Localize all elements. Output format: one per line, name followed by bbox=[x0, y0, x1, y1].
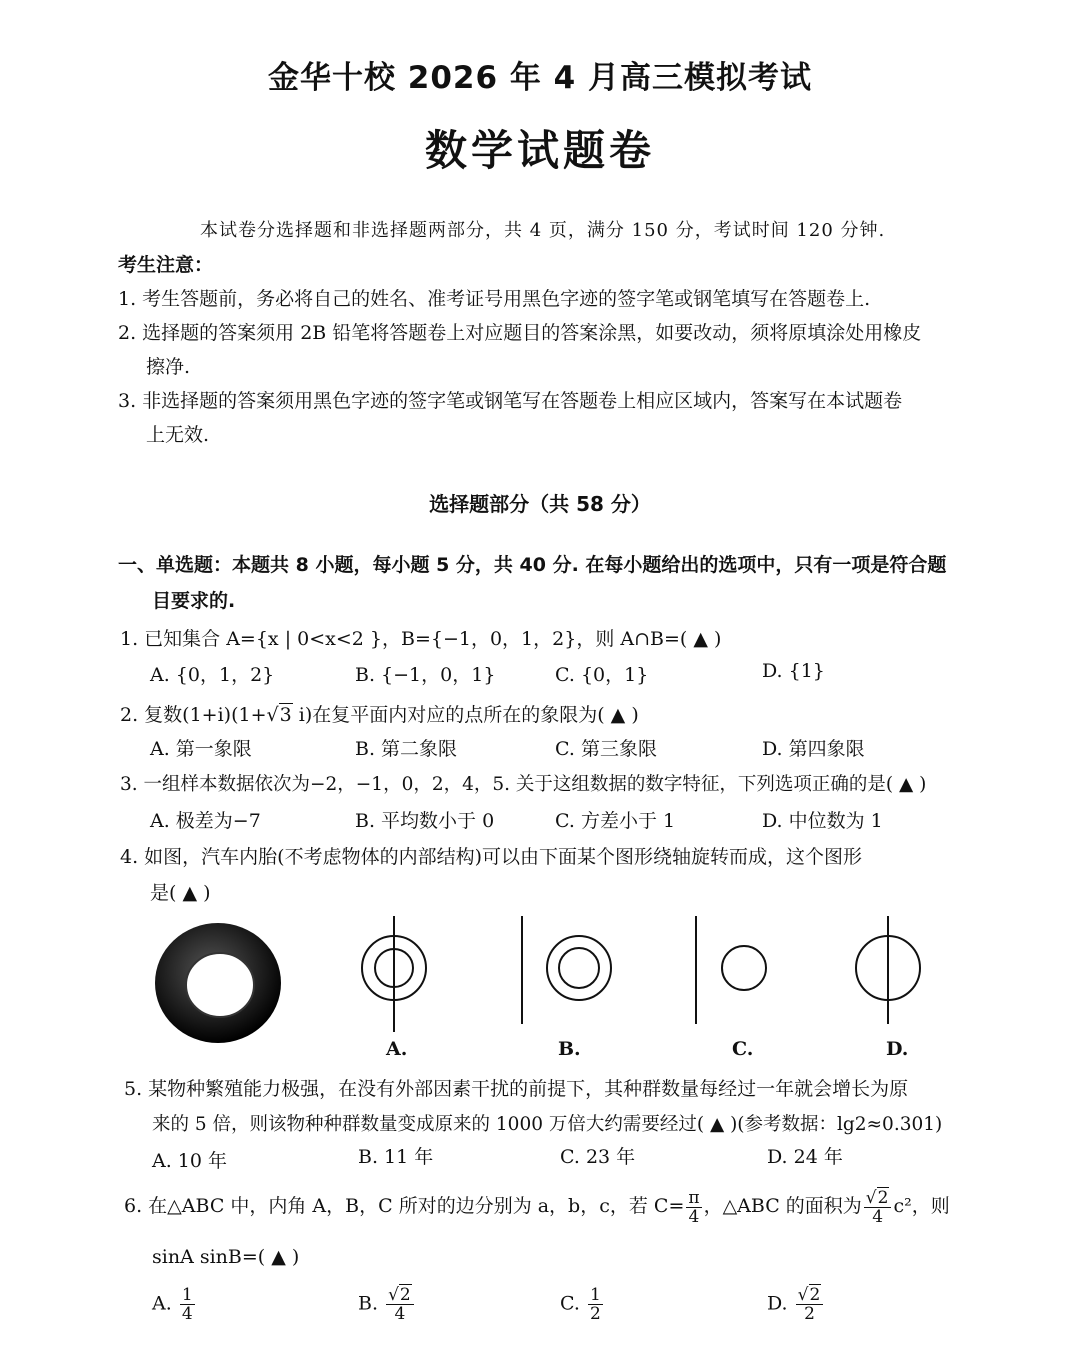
figure-c-label: C. bbox=[732, 1038, 754, 1060]
question-2-stem: 2. 复数(1+i)(1+√3 i)在复平面内对应的点所在的象限为( ▲ ) bbox=[120, 704, 639, 726]
question-1-option-a: A. {0，1，2} bbox=[150, 664, 275, 686]
question-6-option-a: A. $\frac{1}{4}$ bbox=[152, 1285, 193, 1324]
figure-c-circle-axis-left bbox=[685, 912, 775, 1037]
question-6-option-d: D. $\frac{√2}{2}$ bbox=[767, 1286, 825, 1323]
question-3-option-b: B. 平均数小于 0 bbox=[355, 810, 495, 832]
question-5-stem-cont: 来的 5 倍，则该物种种群数量变成原来的 1000 万倍大约需要经过( ▲ )(参考数据：lg2≈0.301) bbox=[152, 1114, 943, 1135]
notice-item-2-cont: 擦净. bbox=[146, 356, 191, 378]
section-title: 选择题部分（共 58 分） bbox=[429, 492, 651, 516]
exam-intro: 本试卷分选择题和非选择题两部分，共 4 页，满分 150 分，考试时间 120 分钟. bbox=[200, 220, 886, 241]
figure-d-label: D. bbox=[886, 1038, 909, 1060]
question-5-option-c: C. 23 年 bbox=[560, 1146, 636, 1168]
notice-item-1: 1. 考生答题前，务必将自己的姓名、准考证号用黑色字迹的签字笔或钢笔填写在答题卷上. bbox=[118, 288, 871, 310]
figure-b-concentric-circles-axis-left bbox=[510, 912, 620, 1037]
figure-d-circle-axis-through bbox=[850, 912, 930, 1037]
fraction-pi-over-4: $\frac{\pi}{4}$ bbox=[688, 1187, 700, 1227]
question-6-option-b: B. $\frac{√2}{4}$ bbox=[358, 1286, 416, 1323]
question-6-stem-cont: sinA sinB=( ▲ ) bbox=[152, 1246, 300, 1268]
part1-instructions: 一、单选题：本题共 8 小题，每小题 5 分，共 40 分. 在每小题给出的选项中，只有一项是符合题 bbox=[118, 554, 947, 576]
figure-a-concentric-circles-axis-through bbox=[350, 912, 440, 1037]
question-2-option-c: C. 第三象限 bbox=[555, 738, 657, 760]
question-1-option-c: C. {0，1} bbox=[555, 664, 649, 686]
tire-tube-figure bbox=[150, 918, 290, 1048]
question-6-option-c: C. $\frac{1}{2}$ bbox=[560, 1285, 601, 1324]
question-1-stem: 1. 已知集合 A={x | 0<x<2 }，B={−1，0，1，2}，则 A∩B=( ▲ ) bbox=[120, 628, 722, 650]
question-4-stem-cont: 是( ▲ ) bbox=[150, 882, 211, 904]
question-2-stem-a: 2. 复数(1+i)(1+ bbox=[120, 704, 267, 726]
question-2-option-a: A. 第一象限 bbox=[150, 738, 252, 760]
exam-title: 金华十校 2026 年 4 月高三模拟考试 bbox=[267, 60, 813, 96]
notice-item-3-cont: 上无效. bbox=[146, 424, 210, 446]
question-5-stem: 5. 某物种繁殖能力极强，在没有外部因素干扰的前提下，其种群数量每经过一年就会增长为原 bbox=[124, 1078, 909, 1100]
question-4-stem: 4. 如图，汽车内胎(不考虑物体的内部结构)可以由下面某个图形绕轴旋转而成，这个图形 bbox=[120, 846, 862, 868]
notice-item-2: 2. 选择题的答案须用 2B 铅笔将答题卷上对应题目的答案涂黑，如要改动，须将原填涂处用橡皮 bbox=[118, 322, 922, 344]
fraction-root2-over-4: $\frac{√2}{4}$ bbox=[864, 1189, 892, 1226]
notice-item-3: 3. 非选择题的答案须用黑色字迹的签字笔或钢笔写在答题卷上相应区域内，答案写在本试题卷 bbox=[118, 390, 903, 412]
question-3-option-d: D. 中位数为 1 bbox=[762, 810, 883, 832]
question-3-stem: 3. 一组样本数据依次为−2，−1，0，2，4，5. 关于这组数据的数字特征，下列选项正确的是( ▲ ) bbox=[120, 774, 927, 795]
question-2-stem-b: i)在复平面内对应的点所在的象限为( ▲ ) bbox=[292, 704, 639, 726]
question-5-option-a: A. 10 年 bbox=[152, 1150, 228, 1172]
question-5-option-d: D. 24 年 bbox=[767, 1146, 843, 1168]
question-3-option-a: A. 极差为−7 bbox=[150, 810, 261, 832]
exam-subject-title: 数学试题卷 bbox=[424, 126, 655, 175]
question-2-option-b: B. 第二象限 bbox=[355, 738, 458, 760]
figure-a-label: A. bbox=[386, 1038, 408, 1060]
figure-b-label: B. bbox=[558, 1038, 581, 1060]
part1-instructions-cont: 目要求的. bbox=[152, 590, 236, 612]
question-2-option-d: D. 第四象限 bbox=[762, 738, 865, 760]
question-1-option-d: D. {1} bbox=[762, 660, 825, 682]
question-6-stem-c: c²，则 bbox=[893, 1195, 950, 1217]
question-6-stem-a: 6. 在△ABC 中，内角 A，B，C 所对的边分别为 a，b，c，若 C= bbox=[124, 1195, 685, 1217]
question-6-stem bbox=[124, 1186, 950, 1226]
question-3-option-c: C. 方差小于 1 bbox=[555, 810, 676, 832]
question-6-stem-b: ，△ABC 的面积为 bbox=[703, 1195, 862, 1217]
question-5-option-b: B. 11 年 bbox=[358, 1146, 434, 1168]
question-2-radicand: 3 bbox=[279, 704, 292, 726]
question-1-option-b: B. {−1，0，1} bbox=[355, 664, 496, 686]
notice-heading: 考生注意： bbox=[118, 254, 214, 276]
